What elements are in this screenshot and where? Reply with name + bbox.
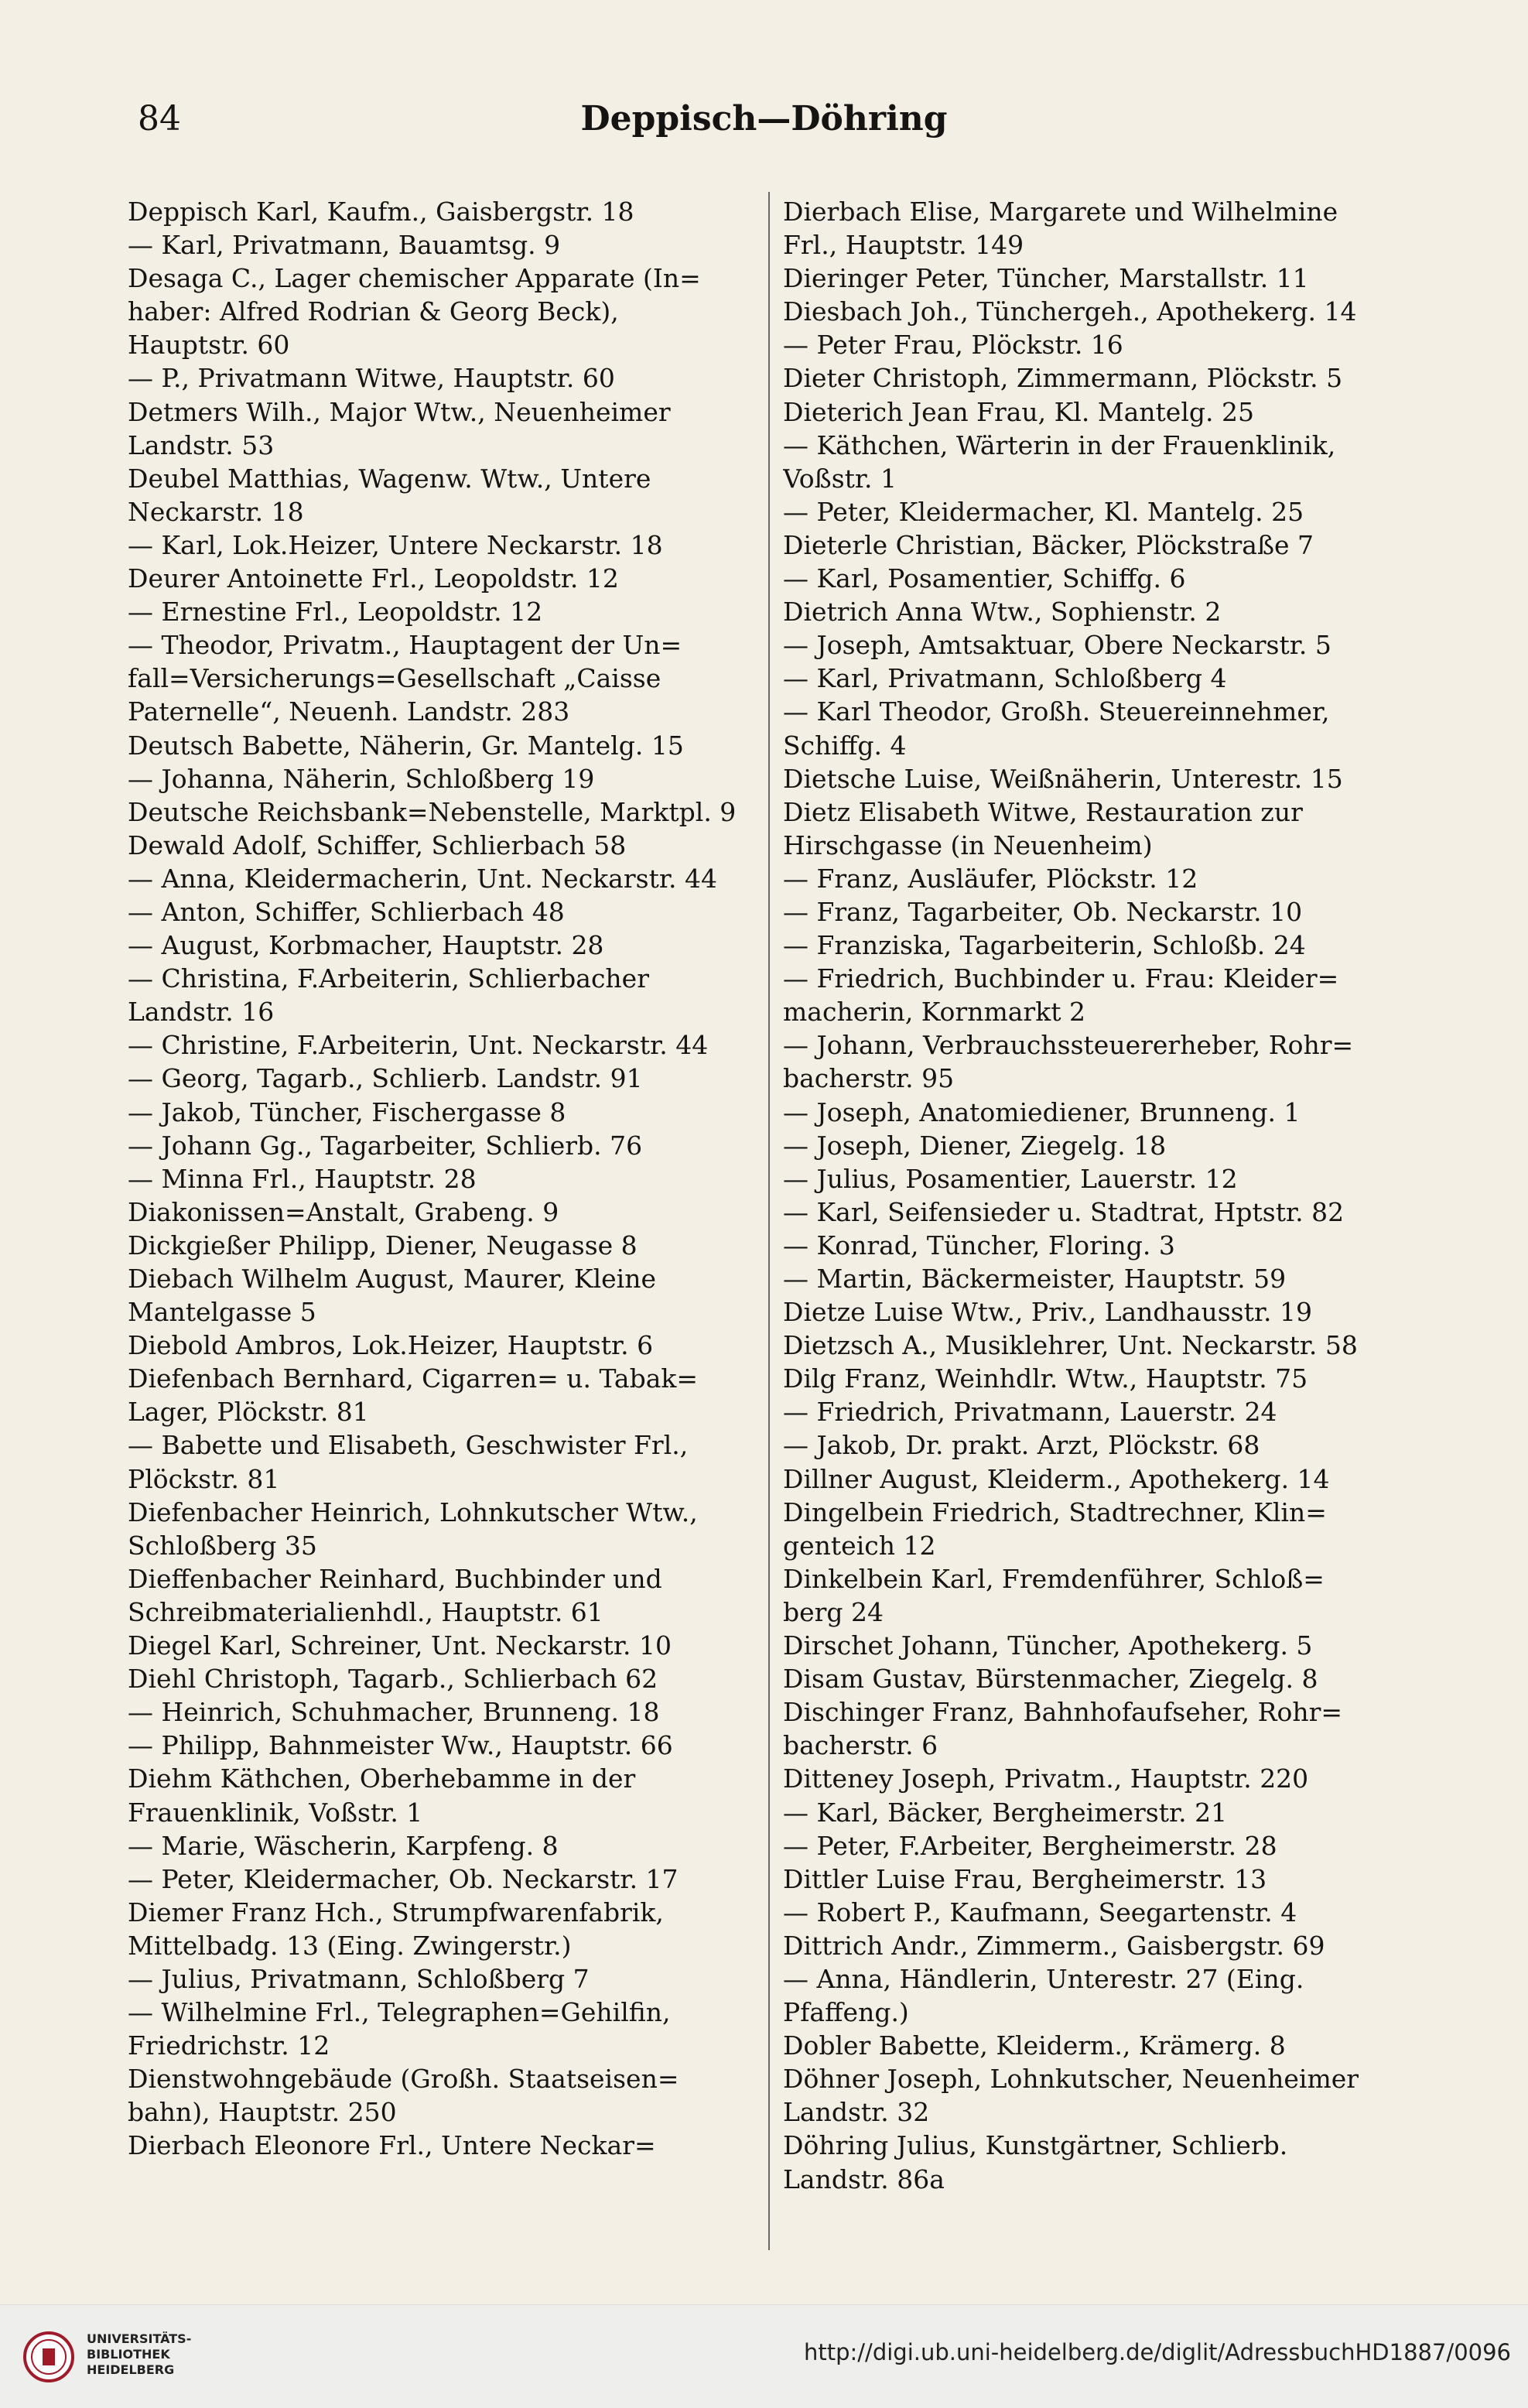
running-head: Deppisch—Döhring — [580, 99, 948, 139]
directory-entry-line: Dieffenbacher Reinhard, Buchbinder und — [128, 1563, 662, 1594]
directory-entry-line: — Johann, Verbrauchssteuererheber, Rohr= — [783, 1030, 1354, 1061]
directory-entry-line: Plöckstr. 81 — [128, 1463, 280, 1494]
page-header — [0, 99, 1528, 145]
directory-entry-line: — Karl, Privatmann, Schloßberg 4 — [783, 663, 1227, 694]
directory-entry-line: — Joseph, Diener, Ziegelg. 18 — [783, 1130, 1167, 1161]
directory-entry-line: — Georg, Tagarb., Schlierb. Landstr. 91 — [128, 1063, 643, 1094]
source-url-link[interactable]: http://digi.ub.uni-heidelberg.de/diglit/AdressbuchHD1887/0096 — [803, 2339, 1511, 2365]
directory-entry-line: Landstr. 53 — [128, 429, 275, 460]
directory-entry-line: Dewald Adolf, Schiffer, Schlierbach 58 — [128, 829, 627, 860]
directory-entry-line: Schreibmaterialienhdl., Hauptstr. 61 — [128, 1596, 603, 1627]
directory-entry-line: Deppisch Karl, Kaufm., Gaisbergstr. 18 — [128, 197, 634, 227]
directory-entry-line: — Minna Frl., Hauptstr. 28 — [128, 1163, 477, 1194]
directory-entry-line: Diemer Franz Hch., Strumpfwarenfabrik, — [128, 1897, 664, 1927]
directory-entry-line: Landstr. 16 — [128, 997, 275, 1028]
directory-entry-line: — Karl, Lok.Heizer, Untere Neckarstr. 18 — [128, 529, 663, 560]
directory-entry-line: Dietzsch A., Musiklehrer, Unt. Neckarstr. 58 — [783, 1330, 1358, 1361]
directory-entry-line: Detmers Wilh., Major Wtw., Neuenheimer — [128, 396, 671, 427]
directory-entry-line: Dieterle Christian, Bäcker, Plöckstraße 7 — [783, 529, 1314, 560]
directory-entry-line: — Ernestine Frl., Leopoldstr. 12 — [128, 597, 543, 628]
directory-entry-line: Dilg Franz, Weinhdlr. Wtw., Hauptstr. 75 — [783, 1363, 1308, 1394]
directory-entry-line: Dischinger Franz, Bahnhofaufseher, Rohr= — [783, 1697, 1343, 1728]
directory-entry-line: — Karl, Posamentier, Schiffg. 6 — [783, 563, 1186, 594]
directory-entry-line: Dirschet Johann, Tüncher, Apothekerg. 5 — [783, 1630, 1313, 1661]
directory-entry-line: Döhring Julius, Kunstgärtner, Schlierb. — [783, 2130, 1288, 2161]
column-divider — [768, 192, 770, 2250]
directory-entry-line: Dobler Babette, Kleiderm., Krämerg. 8 — [783, 2030, 1286, 2061]
directory-entry-line: — Jakob, Dr. prakt. Arzt, Plöckstr. 68 — [783, 1430, 1260, 1461]
directory-entry-line: Dieringer Peter, Tüncher, Marstallstr. 11 — [783, 263, 1309, 294]
directory-entry-line: Dillner August, Kleiderm., Apothekerg. 14 — [783, 1463, 1330, 1494]
directory-entry-line: Dickgießer Philipp, Diener, Neugasse 8 — [128, 1230, 638, 1260]
directory-entry-line: — Friedrich, Privatmann, Lauerstr. 24 — [783, 1397, 1277, 1428]
directory-entry-line: — Heinrich, Schuhmacher, Brunneng. 18 — [128, 1697, 660, 1728]
directory-entry-line: — Theodor, Privatm., Hauptagent der Un= — [128, 630, 682, 661]
directory-entry-line: Deubel Matthias, Wagenw. Wtw., Untere — [128, 463, 651, 494]
directory-entry-line: — Franz, Ausläufer, Plöckstr. 12 — [783, 863, 1198, 894]
directory-entry-line: Diakonissen=Anstalt, Grabeng. 9 — [128, 1196, 559, 1227]
directory-entry-line: — Wilhelmine Frl., Telegraphen=Gehilfin, — [128, 1997, 671, 2028]
directory-entry-line: — Marie, Wäscherin, Karpfeng. 8 — [128, 1830, 559, 1861]
directory-entry-line: Pfaffeng.) — [783, 1997, 909, 2028]
directory-entry-line: Schiffg. 4 — [783, 730, 907, 761]
directory-entry-line: — Peter, F.Arbeiter, Bergheimerstr. 28 — [783, 1830, 1277, 1861]
directory-entry-line: Desaga C., Lager chemischer Apparate (In= — [128, 263, 701, 294]
directory-entry-line: bahn), Hauptstr. 250 — [128, 2097, 397, 2128]
directory-entry-line: haber: Alfred Rodrian & Georg Beck), — [128, 296, 619, 327]
directory-entry-line: Diebach Wilhelm August, Maurer, Kleine — [128, 1264, 656, 1294]
directory-entry-line: Frl., Hauptstr. 149 — [783, 230, 1024, 261]
directory-entry-line: — Babette und Elisabeth, Geschwister Frl., — [128, 1430, 689, 1461]
directory-entry-line: — Anna, Händlerin, Unterestr. 27 (Eing. — [783, 1963, 1304, 1994]
directory-entry-line: — Peter Frau, Plöckstr. 16 — [783, 330, 1123, 361]
directory-entry-line: — Karl, Seifensieder u. Stadtrat, Hptstr. 82 — [783, 1196, 1345, 1227]
directory-entry-line: Schloßberg 35 — [128, 1530, 317, 1561]
left-column — [128, 195, 754, 2163]
directory-entry-line: Diefenbacher Heinrich, Lohnkutscher Wtw., — [128, 1496, 698, 1527]
directory-entry-line: Dietrich Anna Wtw., Sophienstr. 2 — [783, 597, 1222, 628]
directory-entry-line: — Anton, Schiffer, Schlierbach 48 — [128, 896, 565, 927]
directory-entry-line: Dietze Luise Wtw., Priv., Landhausstr. 19 — [783, 1297, 1312, 1328]
directory-entry-line: — Philipp, Bahnmeister Ww., Hauptstr. 66 — [128, 1730, 673, 1761]
directory-entry-line: berg 24 — [783, 1596, 884, 1627]
directory-entry-line: Dierbach Elise, Margarete und Wilhelmine — [783, 197, 1338, 227]
directory-entry-line: — Martin, Bäckermeister, Hauptstr. 59 — [783, 1264, 1287, 1294]
directory-entry-line: Dienstwohngebäude (Großh. Staatseisen= — [128, 2064, 679, 2095]
directory-entry-line: Hauptstr. 60 — [128, 330, 290, 361]
directory-entry-line: Frauenklinik, Voßstr. 1 — [128, 1797, 423, 1828]
directory-entry-line: — Johanna, Näherin, Schloßberg 19 — [128, 763, 595, 794]
directory-entry-line: Friedrichstr. 12 — [128, 2030, 330, 2061]
directory-entry-line: — Peter, Kleidermacher, Ob. Neckarstr. 17 — [128, 1863, 679, 1894]
directory-entry-line: bacherstr. 95 — [783, 1063, 955, 1094]
directory-entry-line: — Franziska, Tagarbeiterin, Schloßb. 24 — [783, 930, 1306, 961]
page-number: 84 — [138, 99, 181, 139]
directory-entry-line: — Joseph, Anatomiediener, Brunneng. 1 — [783, 1096, 1301, 1127]
directory-entry-line: Deutsche Reichsbank=Nebenstelle, Marktpl. 9 — [128, 796, 737, 827]
directory-entry-line: Deutsch Babette, Näherin, Gr. Mantelg. 15 — [128, 730, 684, 761]
directory-entry-line: — Käthchen, Wärterin in der Frauenklinik, — [783, 429, 1336, 460]
directory-entry-line: Ditteney Joseph, Privatm., Hauptstr. 220 — [783, 1763, 1309, 1794]
directory-entry-line: Diebold Ambros, Lok.Heizer, Hauptstr. 6 — [128, 1330, 654, 1361]
directory-entry-line: Dittrich Andr., Zimmerm., Gaisbergstr. 69 — [783, 1930, 1325, 1961]
directory-entry-line: — Julius, Posamentier, Lauerstr. 12 — [783, 1163, 1238, 1194]
directory-entry-line: Mittelbadg. 13 (Eing. Zwingerstr.) — [128, 1930, 572, 1961]
directory-entry-line: Disam Gustav, Bürstenmacher, Ziegelg. 8 — [783, 1664, 1318, 1695]
directory-entry-line: — Karl Theodor, Großh. Steuereinnehmer, — [783, 696, 1330, 727]
directory-entry-line: Lager, Plöckstr. 81 — [128, 1397, 369, 1428]
directory-entry-line: Mantelgasse 5 — [128, 1297, 316, 1328]
directory-entry-line: — Christina, F.Arbeiterin, Schlierbacher — [128, 963, 649, 994]
footer-bar — [0, 2304, 1528, 2408]
directory-entry-line: Dietsche Luise, Weißnäherin, Unterestr. 15 — [783, 763, 1343, 794]
directory-entry-line: fall=Versicherungs=Gesellschaft „Caisse — [128, 663, 661, 694]
directory-entry-line: — Christine, F.Arbeiterin, Unt. Neckarstr. 44 — [128, 1030, 709, 1061]
directory-entry-line: — Peter, Kleidermacher, Kl. Mantelg. 25 — [783, 496, 1304, 527]
directory-entry-line: — Joseph, Amtsaktuar, Obere Neckarstr. 5 — [783, 630, 1331, 661]
directory-entry-line: Dietz Elisabeth Witwe, Restauration zur — [783, 796, 1303, 827]
directory-entry-line: — Karl, Privatmann, Bauamtsg. 9 — [128, 230, 561, 261]
university-seal-icon — [22, 2330, 76, 2384]
directory-entry-line: Voßstr. 1 — [783, 463, 897, 494]
directory-entry-line: Dittler Luise Frau, Bergheimerstr. 13 — [783, 1863, 1267, 1894]
directory-entry-line: macherin, Kornmarkt 2 — [783, 997, 1085, 1028]
directory-entry-line: — Franz, Tagarbeiter, Ob. Neckarstr. 10 — [783, 896, 1303, 927]
directory-entry-line: Diehl Christoph, Tagarb., Schlierbach 62 — [128, 1664, 658, 1695]
directory-entry-line: — Johann Gg., Tagarbeiter, Schlierb. 76 — [128, 1130, 643, 1161]
directory-entry-line: — Friedrich, Buchbinder u. Frau: Kleider= — [783, 963, 1339, 994]
directory-entry-line: Landstr. 32 — [783, 2097, 930, 2128]
directory-entry-line: — Robert P., Kaufmann, Seegartenstr. 4 — [783, 1897, 1297, 1927]
directory-entry-line: bacherstr. 6 — [783, 1730, 938, 1761]
directory-entry-line: Diehm Käthchen, Oberhebamme in der — [128, 1763, 636, 1794]
directory-entry-line: Neckarstr. 18 — [128, 496, 304, 527]
directory-entry-line: Dinkelbein Karl, Fremdenführer, Schloß= — [783, 1563, 1325, 1594]
directory-entry-line: — P., Privatmann Witwe, Hauptstr. 60 — [128, 363, 615, 394]
library-name: UNIVERSITÄTS- BIBLIOTHEK HEIDELBERG — [87, 2331, 192, 2377]
directory-entry-line: — Jakob, Tüncher, Fischergasse 8 — [128, 1096, 566, 1127]
directory-entry-line: Dierbach Eleonore Frl., Untere Neckar= — [128, 2130, 656, 2161]
directory-entry-line: Hirschgasse (in Neuenheim) — [783, 829, 1153, 860]
directory-entry-line: — Konrad, Tüncher, Floring. 3 — [783, 1230, 1175, 1260]
directory-entry-line: Dingelbein Friedrich, Stadtrechner, Klin= — [783, 1496, 1327, 1527]
directory-entry-line: Diegel Karl, Schreiner, Unt. Neckarstr. 10 — [128, 1630, 672, 1661]
directory-entry-line: — Karl, Bäcker, Bergheimerstr. 21 — [783, 1797, 1228, 1828]
directory-entry-line: — August, Korbmacher, Hauptstr. 28 — [128, 930, 604, 961]
directory-entry-line: Paternelle“, Neuenh. Landstr. 283 — [128, 696, 570, 727]
directory-entry-line: Deurer Antoinette Frl., Leopoldstr. 12 — [128, 563, 619, 594]
directory-entry-line: Diefenbach Bernhard, Cigarren= u. Tabak= — [128, 1363, 699, 1394]
directory-entry-line: — Anna, Kleidermacherin, Unt. Neckarstr. 44 — [128, 863, 717, 894]
directory-entry-line: — Julius, Privatmann, Schloßberg 7 — [128, 1963, 590, 1994]
directory-entry-line: Dieterich Jean Frau, Kl. Mantelg. 25 — [783, 396, 1254, 427]
directory-entry-line: Döhner Joseph, Lohnkutscher, Neuenheimer — [783, 2064, 1359, 2095]
right-column — [783, 195, 1410, 2196]
directory-entry-line: Diesbach Joh., Tünchergeh., Apothekerg. 14 — [783, 296, 1357, 327]
directory-entry-line: Dieter Christoph, Zimmermann, Plöckstr. 5 — [783, 363, 1343, 394]
directory-entry-line: Landstr. 86a — [783, 2163, 945, 2194]
directory-entry-line: genteich 12 — [783, 1530, 936, 1561]
